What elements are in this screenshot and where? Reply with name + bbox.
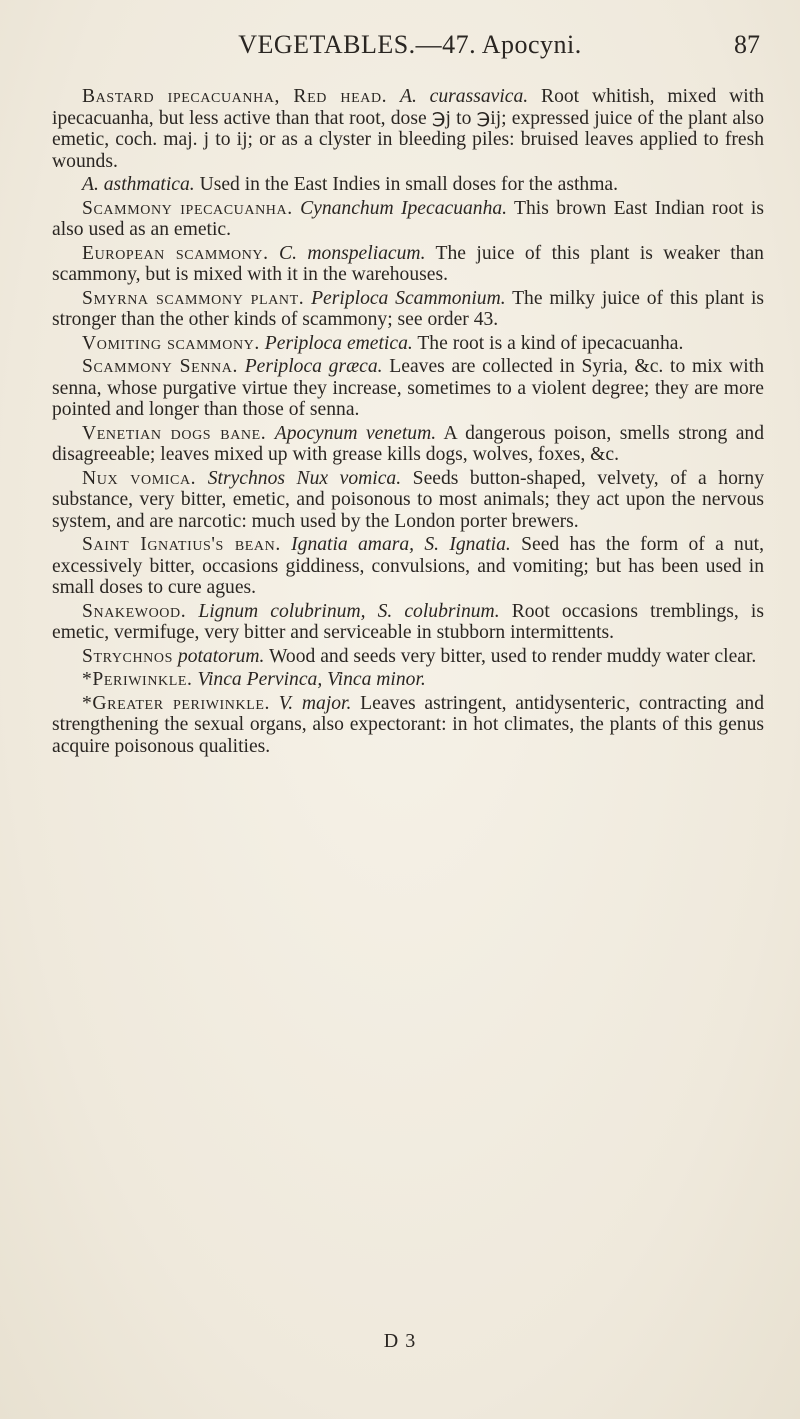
entry-nux-vomica: [52, 468, 764, 533]
page-body: [52, 86, 764, 759]
entry-name: Snakewood.: [82, 600, 187, 622]
entry-text: Leaves astringent, antidysenteric, contracting and strengthening the sexual organs, also expectorant: in hot climates, the plants of this genus acquire poisonous qualities.: [52, 692, 764, 757]
entry-european-scammony: [52, 243, 764, 286]
entry-name: Scammony ipecacuanha.: [82, 197, 293, 219]
entry-text: This brown East Indian root is also used as an emetic.: [52, 197, 764, 240]
entry-saint-ignatius-bean: [52, 534, 764, 599]
entry-periwinkle: [52, 669, 764, 691]
entry-scammony-ipecacuanha: [52, 198, 764, 241]
entry-species: Lignum colubrinum, S. colubrinum.: [198, 600, 500, 622]
running-title: [60, 30, 760, 60]
entry-text: Seeds button-shaped, velvety, of a horny substance, very bitter, emetic, and poisonous to most animals; they act upon the nervous system, and are narcotic: much used by the London porter brewers.: [52, 467, 764, 532]
signature-mark: D 3: [383, 1330, 417, 1352]
entry-text: The juice of this plant is weaker than scammony, but is mixed with it in the warehouses.: [52, 242, 764, 285]
entry-name: Bastard ipecacuanha, Red head.: [82, 86, 388, 107]
entry-text: Used in the East Indies in small doses for the asthma.: [199, 174, 619, 195]
entry-species: A. curassavica.: [400, 86, 529, 107]
entry-species: Cynanchum Ipecacuanha.: [300, 197, 508, 219]
entry-species: Vinca Pervinca, Vinca minor.: [197, 669, 426, 690]
entry-vomiting-scammony: [52, 333, 764, 355]
entry-bastard-ipecacuanha: [52, 86, 764, 172]
entry-smyrna-scammony: [52, 288, 764, 331]
entry-text: The milky juice of this plant is stronger than the other kinds of scammony; see order 43.: [52, 287, 765, 330]
entry-species: Periploca Scammonium.: [311, 287, 506, 309]
entry-greater-periwinkle: [52, 693, 764, 758]
entry-text: A dangerous poison, smells strong and disagreeable; leaves mixed up with grease kills dogs, wolves, foxes, &c.: [52, 422, 765, 465]
entry-text: Seed has the form of a nut, excessively bitter, occasions giddiness, convulsions, and vomiting; but has been used in small doses to cure agues.: [52, 534, 764, 598]
running-header: [60, 30, 760, 70]
entry-scammony-senna: [52, 356, 764, 421]
entry-name: European scammony.: [82, 242, 269, 264]
entry-asthmatica: [52, 174, 764, 196]
entry-venetian-dogs-bane: [52, 423, 764, 466]
entry-snakewood: [52, 601, 764, 644]
running-title-text: VEGETABLES.—47. Apocyni.: [238, 30, 582, 59]
page-number: 87: [734, 30, 760, 59]
entry-species: V. major.: [278, 692, 352, 714]
entry-name: Venetian dogs bane.: [82, 422, 267, 444]
entry-species: C. monspeliacum.: [279, 242, 426, 264]
entry-species: Periploca emetica.: [264, 332, 413, 354]
entry-name: Nux vomica.: [82, 467, 197, 489]
entry-name: *Greater periwinkle.: [82, 692, 271, 714]
entry-text: The root is a kind of ipecacuanha.: [417, 332, 684, 354]
entry-species: Strychnos Nux vomica.: [207, 467, 402, 489]
entry-text: Root whitish, mixed with ipecacuanha, but less active than that root, dose ℈j to ℈ij; expressed juice of the plant also emetic, coch. maj. j to ij; or as a clyster in bleeding piles: bruised leaves applied to fresh wounds.: [52, 86, 764, 172]
entry-name: *Periwinkle.: [82, 669, 193, 690]
entry-name: Scammony Senna.: [82, 356, 238, 377]
entry-name: Strychnos: [82, 645, 173, 667]
entry-text: Wood and seeds very bitter, used to render muddy water clear.: [268, 645, 757, 667]
entry-species: Periploca græca.: [244, 356, 383, 377]
entry-name: Vomiting scammony.: [82, 332, 260, 354]
entry-name: Smyrna scammony plant.: [82, 287, 305, 309]
entry-strychnos-potatorum: [52, 646, 764, 668]
entry-species: potatorum.: [177, 645, 265, 667]
entry-species: Apocynum venetum.: [274, 422, 437, 444]
entry-name: Saint Ignatius's bean.: [82, 534, 281, 555]
entry-text: Root occasions tremblings, is emetic, vermifuge, very bitter and serviceable in stubborn intermittents.: [52, 600, 764, 643]
entry-text: Leaves are collected in Syria, &c. to mix with senna, whose purgative virtue they increase, sometimes to a violent degree; they are more pointed and longer than those of senna.: [52, 356, 764, 420]
entry-species: A. asthmatica.: [82, 174, 195, 195]
entry-species: Ignatia amara, S. Ignatia.: [291, 534, 511, 555]
